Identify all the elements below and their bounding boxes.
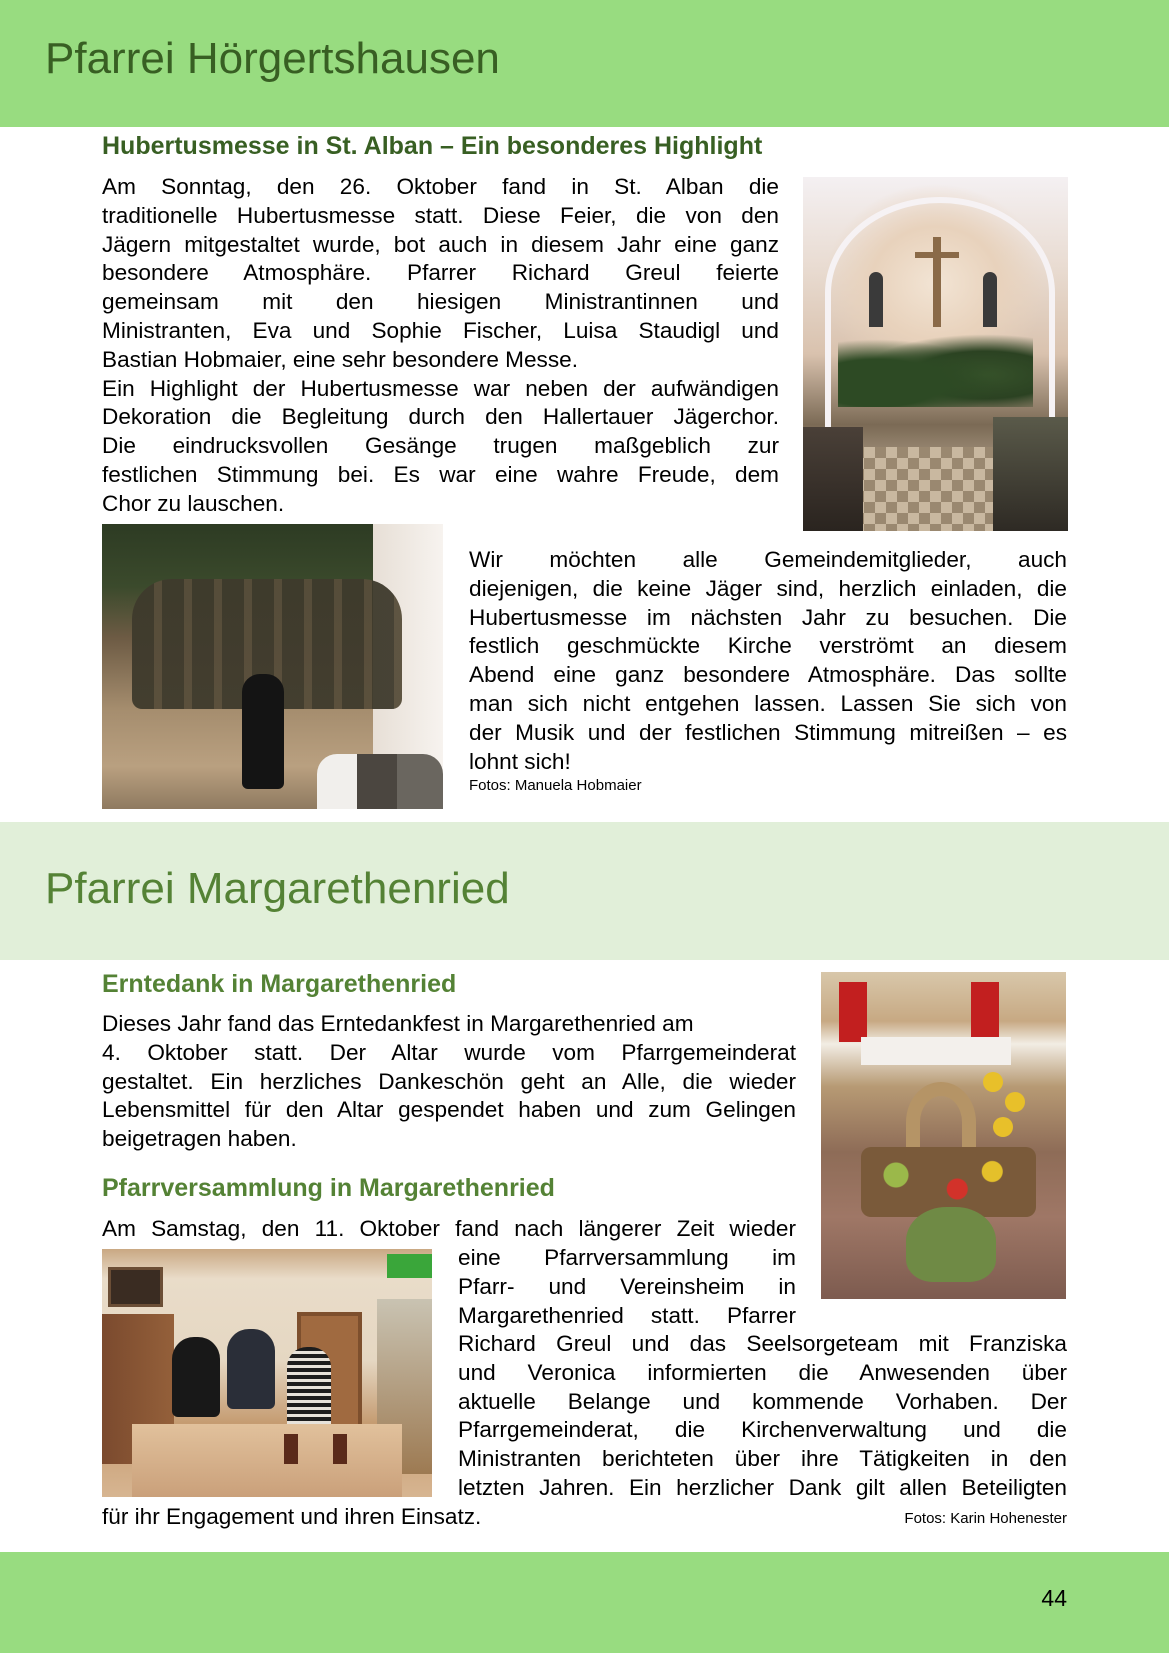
section-title-margarethenried: Pfarrei Margarethenried xyxy=(45,864,510,913)
photo-church-interior xyxy=(803,177,1068,531)
text-line: Richard Greul und das Seelsorgeteam mit Franziska xyxy=(458,1331,1067,1356)
text-line: Hubertusmesse im nächsten Jahr zu besuchen. Die xyxy=(469,604,1067,630)
text-line: der Musik und der festlichen Stimmung mitreißen – es xyxy=(469,719,1067,745)
photo-harvest-altar xyxy=(821,972,1066,1299)
photo-detail-hops xyxy=(906,1207,996,1282)
crucifix-icon xyxy=(933,237,941,327)
photo-detail-floor xyxy=(853,447,1013,531)
photo-detail-curtain xyxy=(971,982,999,1042)
crucifix-icon xyxy=(915,252,959,258)
photo-detail-congregation xyxy=(993,417,1068,531)
article-paragraph-hubertus-3 xyxy=(469,546,1067,776)
text-line: Jägern mitgestaltet wurde, bot auch in diesem Jahr eine ganz xyxy=(102,231,779,257)
text-line: besondere Atmosphäre. Pfarrer Richard Greul feierte xyxy=(102,260,779,286)
photo-detail-sign xyxy=(387,1254,432,1278)
text-line: Dekoration die Begleitung durch den Hallertauer Jägerchor. xyxy=(102,404,779,430)
photo-detail-altar xyxy=(861,1037,1011,1065)
article-heading-pfarrversammlung: Pfarrversammlung in Margarethenried xyxy=(102,1174,555,1202)
text-line: Lebensmittel für den Altar gespendet haben und zum Gelingen xyxy=(102,1097,796,1123)
text-line: gestaltet. Ein herzliches Dankeschön geht an Alle, die wieder xyxy=(102,1068,796,1094)
text-line: man sich nicht entgehen lassen. Lassen Sie sich von xyxy=(469,690,1067,716)
photo-parish-meeting xyxy=(102,1249,432,1497)
photo-detail-person xyxy=(227,1329,275,1409)
text-line: und Veronica informierten die Anwesenden über xyxy=(458,1359,1067,1385)
article-paragraph-versammlung-end xyxy=(102,1503,602,1532)
photo-detail-person xyxy=(287,1347,331,1432)
photo-detail-person xyxy=(172,1337,220,1417)
text-line: diejenigen, die keine Jäger sind, herzlich einladen, die xyxy=(469,575,1067,601)
text-line: 4. Oktober statt. Der Altar wurde vom Pfarrgemeinderat xyxy=(102,1039,796,1065)
article-paragraph-versammlung-intro xyxy=(102,1215,796,1244)
text-line: traditionelle Hubertusmesse statt. Diese Feier, die von den xyxy=(102,202,779,228)
text-line: Bastian Hobmaier, eine sehr besondere Messe. xyxy=(102,346,578,372)
photo-detail-table xyxy=(132,1424,402,1497)
photo-detail-glass xyxy=(333,1434,347,1464)
text-line: beigetragen haben. xyxy=(102,1126,297,1152)
photo-credit-hubertus: Fotos: Manuela Hobmaier xyxy=(469,777,642,794)
sunflower-icon xyxy=(983,1072,1003,1092)
article-heading-erntedank: Erntedank in Margarethenried xyxy=(102,970,457,998)
text-line: Ministranten berichteten über ihre Tätigkeiten in den xyxy=(458,1446,1067,1472)
text-line: Am Sonntag, den 26. Oktober fand in St. Alban die xyxy=(102,174,779,199)
article-paragraph-versammlung-narrow xyxy=(458,1244,796,1330)
text-line: letzten Jahren. Ein herzlicher Dank gilt allen Beteiligten xyxy=(458,1474,1067,1500)
text-line: Abend eine ganz besondere Atmosphäre. Das sollte xyxy=(469,662,1067,688)
article-paragraph-erntedank xyxy=(102,1010,796,1154)
photo-detail-window xyxy=(869,272,883,327)
photo-credit-margarethenried: Fotos: Karin Hohenester xyxy=(904,1510,1067,1527)
section-title-hoergertshausen: Pfarrei Hörgertshausen xyxy=(45,34,500,83)
footer-band xyxy=(0,1552,1169,1653)
article-heading-hubertusmesse: Hubertusmesse in St. Alban – Ein besonderes Highlight xyxy=(102,132,763,160)
photo-choir xyxy=(102,524,443,809)
photo-detail-trees xyxy=(838,327,1033,407)
text-line: Ministranten, Eva und Sophie Fischer, Luisa Staudigl und xyxy=(102,317,779,343)
photo-detail-curtain xyxy=(839,982,867,1042)
text-line: Pfarrgemeinderat, die Kirchenverwaltung und die xyxy=(458,1417,1067,1443)
text-line: eine Pfarrversammlung im xyxy=(458,1245,796,1270)
text-line: für ihr Engagement und ihren Einsatz. xyxy=(102,1504,482,1529)
article-paragraph-hubertus-1 xyxy=(102,173,779,519)
page-number: 44 xyxy=(1041,1585,1067,1611)
text-line: Wir möchten alle Gemeindemitglieder, auch xyxy=(469,547,1067,572)
photo-detail-conductor xyxy=(242,674,284,789)
text-line: Pfarr- und Vereinsheim in xyxy=(458,1273,796,1299)
text-line: Chor zu lauschen. xyxy=(102,490,285,516)
photo-detail-frame xyxy=(108,1267,163,1307)
text-line: aktuelle Belange und kommende Vorhaben. Der xyxy=(458,1388,1067,1414)
text-line: Ein Highlight der Hubertusmesse war neben der aufwändigen xyxy=(102,375,779,401)
text-line: gemeinsam mit den hiesigen Ministrantinnen und xyxy=(102,289,779,315)
text-line: Dieses Jahr fand das Erntedankfest in Margarethenried am xyxy=(102,1011,694,1036)
text-line: lohnt sich! xyxy=(469,748,571,774)
text-line: festlichen Stimmung bei. Es war eine wahre Freude, dem xyxy=(102,461,779,487)
text-line: festlich geschmückte Kirche verströmt an diesem xyxy=(469,633,1067,659)
photo-detail-congregation xyxy=(803,427,863,531)
article-paragraph-versammlung-wide xyxy=(458,1330,1067,1503)
photo-detail-glass xyxy=(284,1434,298,1464)
text-line: Margarethenried statt. Pfarrer xyxy=(458,1302,796,1328)
photo-detail-audience xyxy=(317,754,443,809)
text-line: Die eindrucksvollen Gesänge trugen maßgeblich zur xyxy=(102,433,779,459)
photo-detail-window xyxy=(983,272,997,327)
text-line: Am Samstag, den 11. Oktober fand nach längerer Zeit wieder xyxy=(102,1216,796,1241)
